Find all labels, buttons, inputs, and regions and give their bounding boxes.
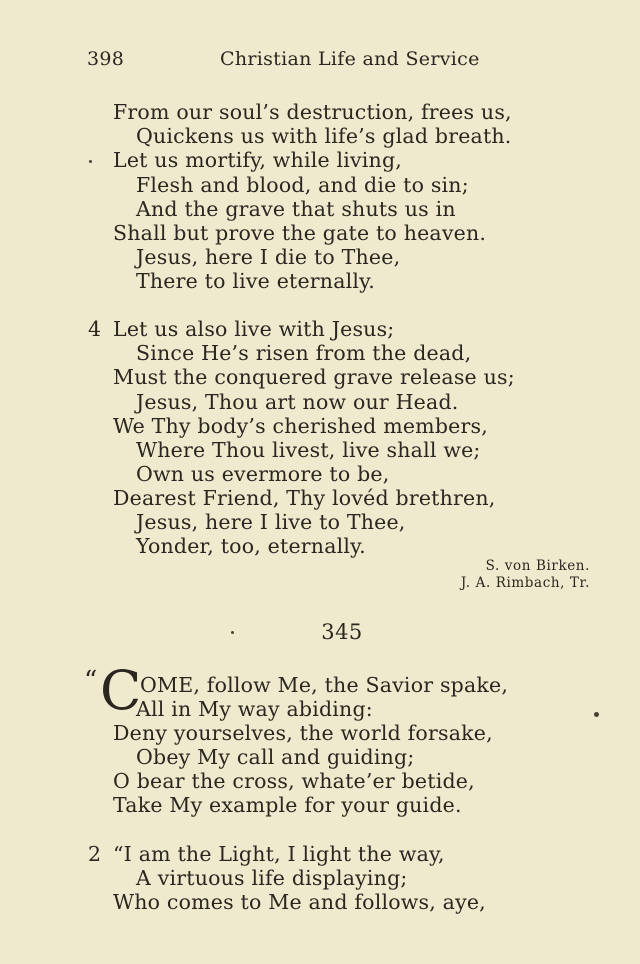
verse-line: Since He’s risen from the dead, <box>136 341 472 365</box>
stanza-number: 4 <box>88 317 102 341</box>
verse-line: Jesus, here I live to Thee, <box>136 510 406 534</box>
verse-line: OME, follow Me, the Savior spake, <box>140 673 509 697</box>
verse-line: Flesh and blood, and die to sin; <box>136 173 469 197</box>
verse-line: Where Thou livest, live shall we; <box>136 438 481 462</box>
verse-line: From our soul’s destruction, frees us, <box>113 100 512 124</box>
ink-speck <box>594 712 599 717</box>
ink-speck <box>89 160 92 163</box>
verse-line: Let us also live with Jesus; <box>113 317 395 341</box>
verse-line: Jesus, here I die to Thee, <box>136 245 401 269</box>
stanza-number: 2 <box>88 842 102 866</box>
verse-line: Deny yourselves, the world forsake, <box>113 721 493 745</box>
opening-quote: “ <box>84 666 98 696</box>
verse-line: “I am the Light, I light the way, <box>113 842 445 866</box>
verse-line: We Thy body’s cherished members, <box>113 414 488 438</box>
verse-line: And the grave that shuts us in <box>136 197 456 221</box>
verse-line: Dearest Friend, Thy lovéd brethren, <box>113 486 496 510</box>
author-credit: S. von Birken. <box>485 558 590 574</box>
drop-cap: C <box>100 659 142 722</box>
verse-line: Obey My call and guiding; <box>136 745 415 769</box>
section-title: Christian Life and Service <box>220 48 480 70</box>
verse-line: Shall but prove the gate to heaven. <box>113 221 487 245</box>
verse-line: Let us mortify, while living, <box>113 148 402 172</box>
translator-credit: J. A. Rimbach, Tr. <box>460 575 590 591</box>
hymn-credits <box>461 558 590 592</box>
verse-line: There to live eternally. <box>136 269 375 293</box>
verse-line: All in My way abiding: <box>136 697 373 721</box>
verse-line: Who comes to Me and follows, aye, <box>113 890 486 914</box>
verse-line: Quickens us with life’s glad breath. <box>136 124 512 148</box>
verse-line: Yonder, too, eternally. <box>136 534 366 558</box>
verse-line: A virtuous life displaying; <box>136 866 408 890</box>
hymn-number: 345 <box>321 620 363 644</box>
verse-line: Must the conquered grave release us; <box>113 365 515 389</box>
verse-line: O bear the cross, whate’er betide, <box>113 769 475 793</box>
ink-speck <box>231 631 234 634</box>
verse-line: Own us evermore to be, <box>136 462 390 486</box>
verse-line: Take My example for your guide. <box>113 793 462 817</box>
verse-line: Jesus, Thou art now our Head. <box>136 390 459 414</box>
page-number: 398 <box>87 48 125 70</box>
